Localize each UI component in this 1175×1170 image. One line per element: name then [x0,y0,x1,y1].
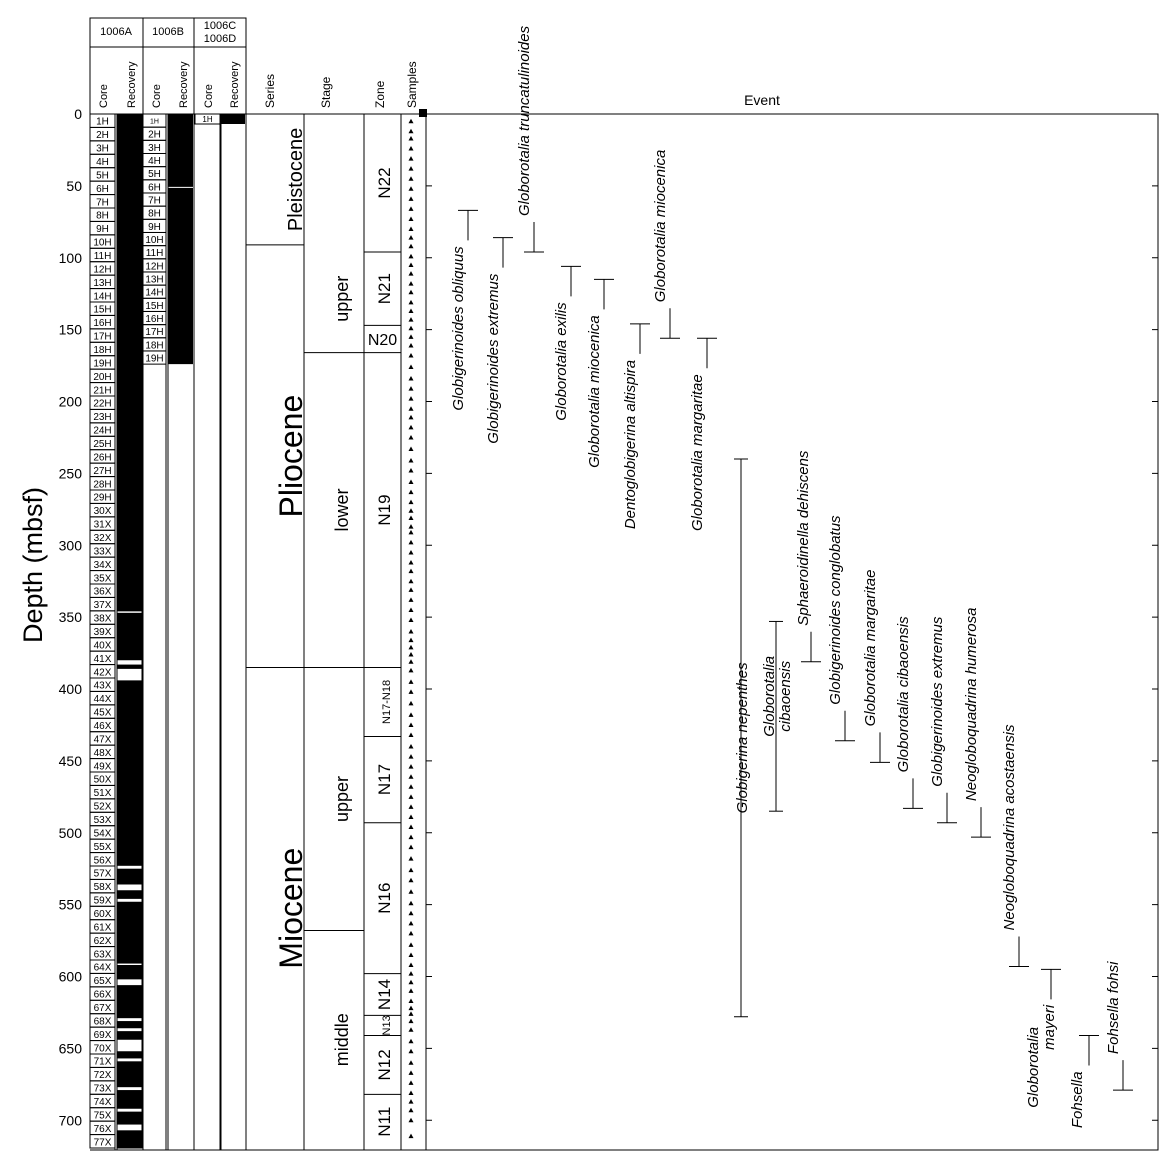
core-label: 7H [96,197,109,209]
core-label: 10H [93,237,112,249]
core-label: 68X [93,1016,112,1028]
sample-marker [409,425,414,430]
core-label: 46X [93,721,112,732]
core-label: 48X [93,747,112,759]
core-label: 19H [93,358,112,370]
recovery-gap [117,660,142,664]
sample-marker [409,560,414,565]
core-label: 11H [145,248,164,260]
core-label: 51X [93,788,112,800]
zone-label: N11 [375,1106,394,1137]
recovery-gap [117,669,142,681]
core-label: 13H [145,274,164,286]
sample-marker [409,415,414,420]
recovery-gap [117,1058,142,1061]
event-label: Fohsella [1069,1071,1086,1129]
recovery-1006b [168,114,193,364]
event-label: Globorotalia miocenica [586,315,603,468]
sample-marker [409,1134,414,1139]
sample-marker [409,129,414,134]
core-label: 20H [93,371,112,383]
core-label: 16H [145,314,164,326]
core-label: 5H [96,170,109,182]
sample-marker [409,1108,414,1113]
sample-marker [409,942,414,947]
sample-marker [409,668,414,673]
core-label: 74X [93,1097,112,1108]
sample-marker [409,146,414,151]
core-label: 50X [93,774,112,786]
sample-marker [409,365,414,370]
event-header: Event [744,92,780,108]
y-tick-label: 0 [74,106,82,122]
event-label: Globorotalia truncatulinoides [516,25,533,216]
sample-marker [409,607,414,612]
sample-marker [409,722,414,727]
sample-marker [409,1118,414,1123]
sample-marker [409,733,414,738]
sample-marker [409,1039,414,1044]
core-label: 32X [93,533,112,544]
core-label: 4H [96,157,109,168]
recovery-gap [117,964,142,965]
core-label: 12H [145,261,164,273]
sample-marker [409,587,414,592]
core-label: 14H [93,291,112,303]
event-label: Globorotalia [761,655,778,737]
sample-marker [409,931,414,936]
stage-label: lower [332,488,352,532]
sample-marker [409,508,414,513]
core-label: 40X [93,640,112,652]
column-header-stage: Stage [319,76,333,108]
recovery-gap [117,1109,142,1112]
sample-marker [409,1099,414,1104]
sample-marker [409,804,414,809]
sample-marker [409,856,414,861]
recovery-gap [117,1028,142,1031]
sample-marker [409,814,414,819]
sample-marker [409,490,414,495]
sample-marker [409,480,414,485]
recovery-gap [117,1018,142,1021]
event-label: Globorotalia cibaoensis [895,616,912,773]
core-label: 11H [93,251,112,262]
sample-marker [409,515,414,520]
core-label: 52X [93,801,112,813]
core-label: 56X [93,855,112,867]
core-label: 38X [93,613,112,625]
sample-marker [409,980,414,985]
core-label: 23H [93,412,112,424]
column-header-zone: Zone [373,80,387,108]
y-tick-label: 200 [58,393,82,410]
sample-marker [409,901,414,906]
event-label: Neogloboquadrina acostaensis [1001,724,1018,931]
column-header-core: Core [151,84,163,108]
core-label: 27H [93,465,112,477]
y-tick-label: 100 [58,249,82,266]
sample-marker [409,1019,414,1024]
zone-label: N12 [375,1049,394,1081]
sample-marker [409,1070,414,1075]
event-label: Globigerinoides extremus [485,273,502,444]
sample-marker [409,326,414,331]
y-tick-label: 400 [58,681,82,697]
sample-marker [409,290,414,295]
core-label: 34X [93,559,112,571]
core-label: 45X [93,707,112,719]
recovery-1006a [117,114,142,1148]
sample-marker [409,386,414,391]
core-label: 67X [93,1003,112,1014]
event-label: Globigerinoides conglobatus [827,515,844,705]
core-label: 65X [93,976,112,988]
zone-label: N17 [375,763,394,796]
y-tick-label: 500 [58,824,82,841]
hole-header-1006b: 1006B [152,26,184,38]
core-label: 21H [93,385,112,397]
sample-marker [409,963,414,968]
y-tick-label: 50 [66,177,82,194]
core-label: 77X [93,1137,112,1149]
sample-marker [409,1027,414,1032]
sample-marker [409,679,414,684]
core-label: 4H [148,156,161,168]
event-panel [426,114,1158,1150]
core-label: 17H [93,331,112,343]
core-label: 63X [93,949,112,961]
core-label: 53X [93,815,112,826]
sample-marker [409,712,414,717]
sample-marker [409,645,414,650]
core-label: 9H [148,221,161,233]
sample-marker [409,764,414,769]
sample-marker [409,952,414,957]
sample-marker [409,774,414,779]
sample-marker [409,701,414,706]
zone-label: N13 [381,1015,393,1036]
sample-marker [409,1011,414,1016]
core-label: 71X [93,1056,112,1068]
sample-marker [409,835,414,840]
sample-marker [409,550,414,555]
core-label: 14H [145,287,164,299]
sample-marker [409,579,414,584]
hole-header-1006d: 1006D [203,33,237,45]
sample-marker [409,971,414,976]
core-label: 8H [148,208,161,220]
sample-marker [409,825,414,830]
sample-marker [409,343,414,348]
core-label: 60X [93,909,112,920]
zone-label: N22 [375,167,394,199]
sample-marker [409,216,414,221]
stage-label: middle [332,1013,352,1067]
sample-marker [409,530,414,535]
event-label: Dentoglobigerina altispira [622,359,639,530]
core-label: 76X [93,1123,112,1135]
sample-marker [409,921,414,926]
event-label: Sphaeroidinella dehiscens [795,450,812,626]
column-header-core: Core [98,84,110,108]
core-label: 61X [93,922,112,934]
column-header-recovery: Recovery [229,61,241,108]
core-label: 6H [96,183,109,195]
sample-marker [409,458,414,463]
column-header-recovery: Recovery [178,61,190,108]
recovery-gap [117,979,142,985]
recovery-gap [117,1040,142,1052]
core-label: 43X [93,680,112,692]
sample-marker [409,271,414,276]
zone-label: N20 [367,331,398,349]
core-label: 58X [93,882,112,894]
y-tick-label: 150 [58,321,82,338]
y-axis-label: Depth (mbsf) [18,486,48,644]
core-label: 29H [93,492,112,504]
sample-marker [409,254,414,259]
sample-marker [409,659,414,664]
recovery-gap [117,611,142,612]
event-label: Neogloboquadrina humerosa [963,607,980,802]
column-header-samples: Samples [405,61,419,108]
stage-label: upper [332,775,352,822]
sample-marker [409,262,414,267]
stage-label: upper [332,275,352,322]
zone-label: N16 [375,882,394,914]
core-label: 37X [93,600,112,612]
core-label: 42X [93,667,112,679]
recovery-gap [117,885,142,891]
core-label: 3H [96,143,109,155]
core-label: 1H [202,115,213,124]
series-label: Miocene [273,847,309,969]
core-label: 70X [93,1043,112,1055]
core-label: 22H [93,398,112,410]
sample-marker [409,317,414,322]
y-tick-label: 600 [58,968,82,985]
hole-header-1006a: 1006A [100,26,132,38]
sample-marker [409,396,414,401]
event-label: Globorotalia miocenica [652,149,669,303]
sample-marker [409,638,414,643]
recovery-gap [117,899,142,902]
core-label: 18H [145,340,164,352]
sample-marker [409,1006,414,1011]
event-label: Globigerinoides obliquus [450,246,467,411]
core-label: 54X [93,828,112,840]
sample-marker [409,524,414,529]
core-label: 64X [93,962,112,974]
sample-marker [409,911,414,916]
sample-marker [409,166,414,171]
sample-marker [409,597,414,602]
sample-marker [409,569,414,574]
sample-marker [409,206,414,211]
core-label: 1H [150,118,159,126]
core-label: 17H [145,327,164,339]
sample-marker [409,845,414,850]
series-label: Pliocene [273,394,309,518]
sample-marker [409,186,414,191]
core-label: 6H [148,182,161,194]
sample-marker [409,652,414,657]
event-label: Fohsella fohsi [1105,961,1122,1055]
core-label: 31X [93,519,112,531]
sample-marker [409,1049,414,1054]
core-label: 69X [93,1029,112,1041]
core-label: 41X [93,653,112,665]
sample-marker [409,754,414,759]
core-label: 13H [93,277,112,289]
y-tick-label: 250 [58,465,82,482]
column-header-recovery: Recovery [126,61,138,108]
core-label: 36X [93,586,112,598]
recovery-gap [117,1125,142,1131]
core-label: 25H [93,439,112,450]
core-label: 8H [96,210,109,222]
sample-marker [409,244,414,249]
sample-marker [409,119,414,124]
sample-marker [409,988,414,993]
core-label: 55X [93,841,112,853]
sample-marker [409,744,414,749]
core-label: 15H [145,300,164,312]
core-label: 66X [93,989,112,1001]
sample-marker [409,281,414,286]
y-tick-label: 350 [58,609,82,626]
sample-marker [409,156,414,161]
sample-marker [409,868,414,873]
core-label: 7H [148,195,161,207]
core-label: 16H [93,318,112,330]
y-tick-label: 700 [58,1112,82,1129]
event-label: Globigerinoides extremus [929,616,946,787]
core-label: 44X [93,694,112,706]
event-label: Globorotalia margaritae [862,569,879,727]
core-label: 49X [93,761,112,773]
event-label: Globorotalia margaritae [689,374,706,531]
zone-label: N17-N18 [381,679,393,724]
core-label: 2H [148,129,161,141]
sample-marker [409,878,414,883]
event-label: cibaoensis [777,660,794,732]
core-label: 73X [93,1083,112,1095]
core-label: 57X [93,868,112,880]
sample-marker [409,446,414,451]
sample-marker [409,227,414,232]
core-label: 19H [145,353,164,365]
core-label: 39X [93,627,112,638]
core-label: 59X [93,895,112,907]
sample-marker [409,435,414,440]
sample-marker [409,618,414,623]
recovery-gap [117,866,142,869]
core-label: 18H [93,345,112,356]
y-tick-label: 450 [58,752,82,769]
y-tick-label: 300 [58,537,82,554]
core-label: 12H [93,264,112,276]
sample-marker [409,784,414,789]
sample-marker [409,308,414,313]
zone-label: N14 [375,978,394,1011]
panel-corner-marker [419,109,427,117]
core-label: 28H [93,479,112,491]
core-label: 62X [93,935,112,947]
core-label: 30X [93,506,112,518]
core-label: 33X [93,546,112,558]
column-header-series: Series [263,73,277,108]
core-label: 72X [93,1070,112,1082]
zone-label: N19 [375,494,394,526]
core-label: 24H [93,425,112,437]
event-label: Globigerina nepenthes [734,662,751,814]
sample-marker [409,1090,414,1095]
sample-marker [409,889,414,894]
core-label: 15H [93,304,112,316]
event-label: Globorotalia [1025,1026,1042,1108]
sample-marker [409,376,414,381]
sample-marker [409,1060,414,1065]
sample-marker [409,794,414,799]
sample-marker [409,629,414,634]
sample-marker [409,235,414,240]
core-label: 26H [93,452,112,464]
sample-marker [409,353,414,358]
recovery-1006c [221,114,245,124]
sample-marker [409,998,414,1003]
core-label: 5H [148,169,161,181]
core-label: 9H [96,224,109,236]
sample-marker [409,689,414,694]
sample-marker [409,500,414,505]
core-label: 47X [93,734,112,746]
zone-label: N21 [375,273,394,305]
sample-marker [409,468,414,473]
core-label: 35X [93,573,112,585]
sample-marker [409,1080,414,1085]
core-label: 2H [96,130,109,142]
event-label: mayeri [1041,1004,1058,1050]
sample-marker [409,196,414,201]
recovery-gap [117,1087,142,1090]
hole-header-1006c: 1006C [203,20,237,32]
core-label: 75X [93,1110,112,1122]
sample-marker [409,176,414,181]
event-label: Globorotalia exilis [553,302,570,421]
sample-marker [409,334,414,339]
y-tick-label: 650 [58,1040,82,1057]
sample-marker [409,136,414,141]
sample-marker [409,540,414,545]
series-label: Pleistocene [285,127,307,232]
column-header-core: Core [203,84,215,108]
sample-marker [409,406,414,411]
core-label: 3H [148,142,161,154]
y-tick-label: 550 [58,896,82,913]
sample-marker [409,300,414,305]
core-label: 10H [145,235,164,247]
core-label: 1H [96,116,109,128]
